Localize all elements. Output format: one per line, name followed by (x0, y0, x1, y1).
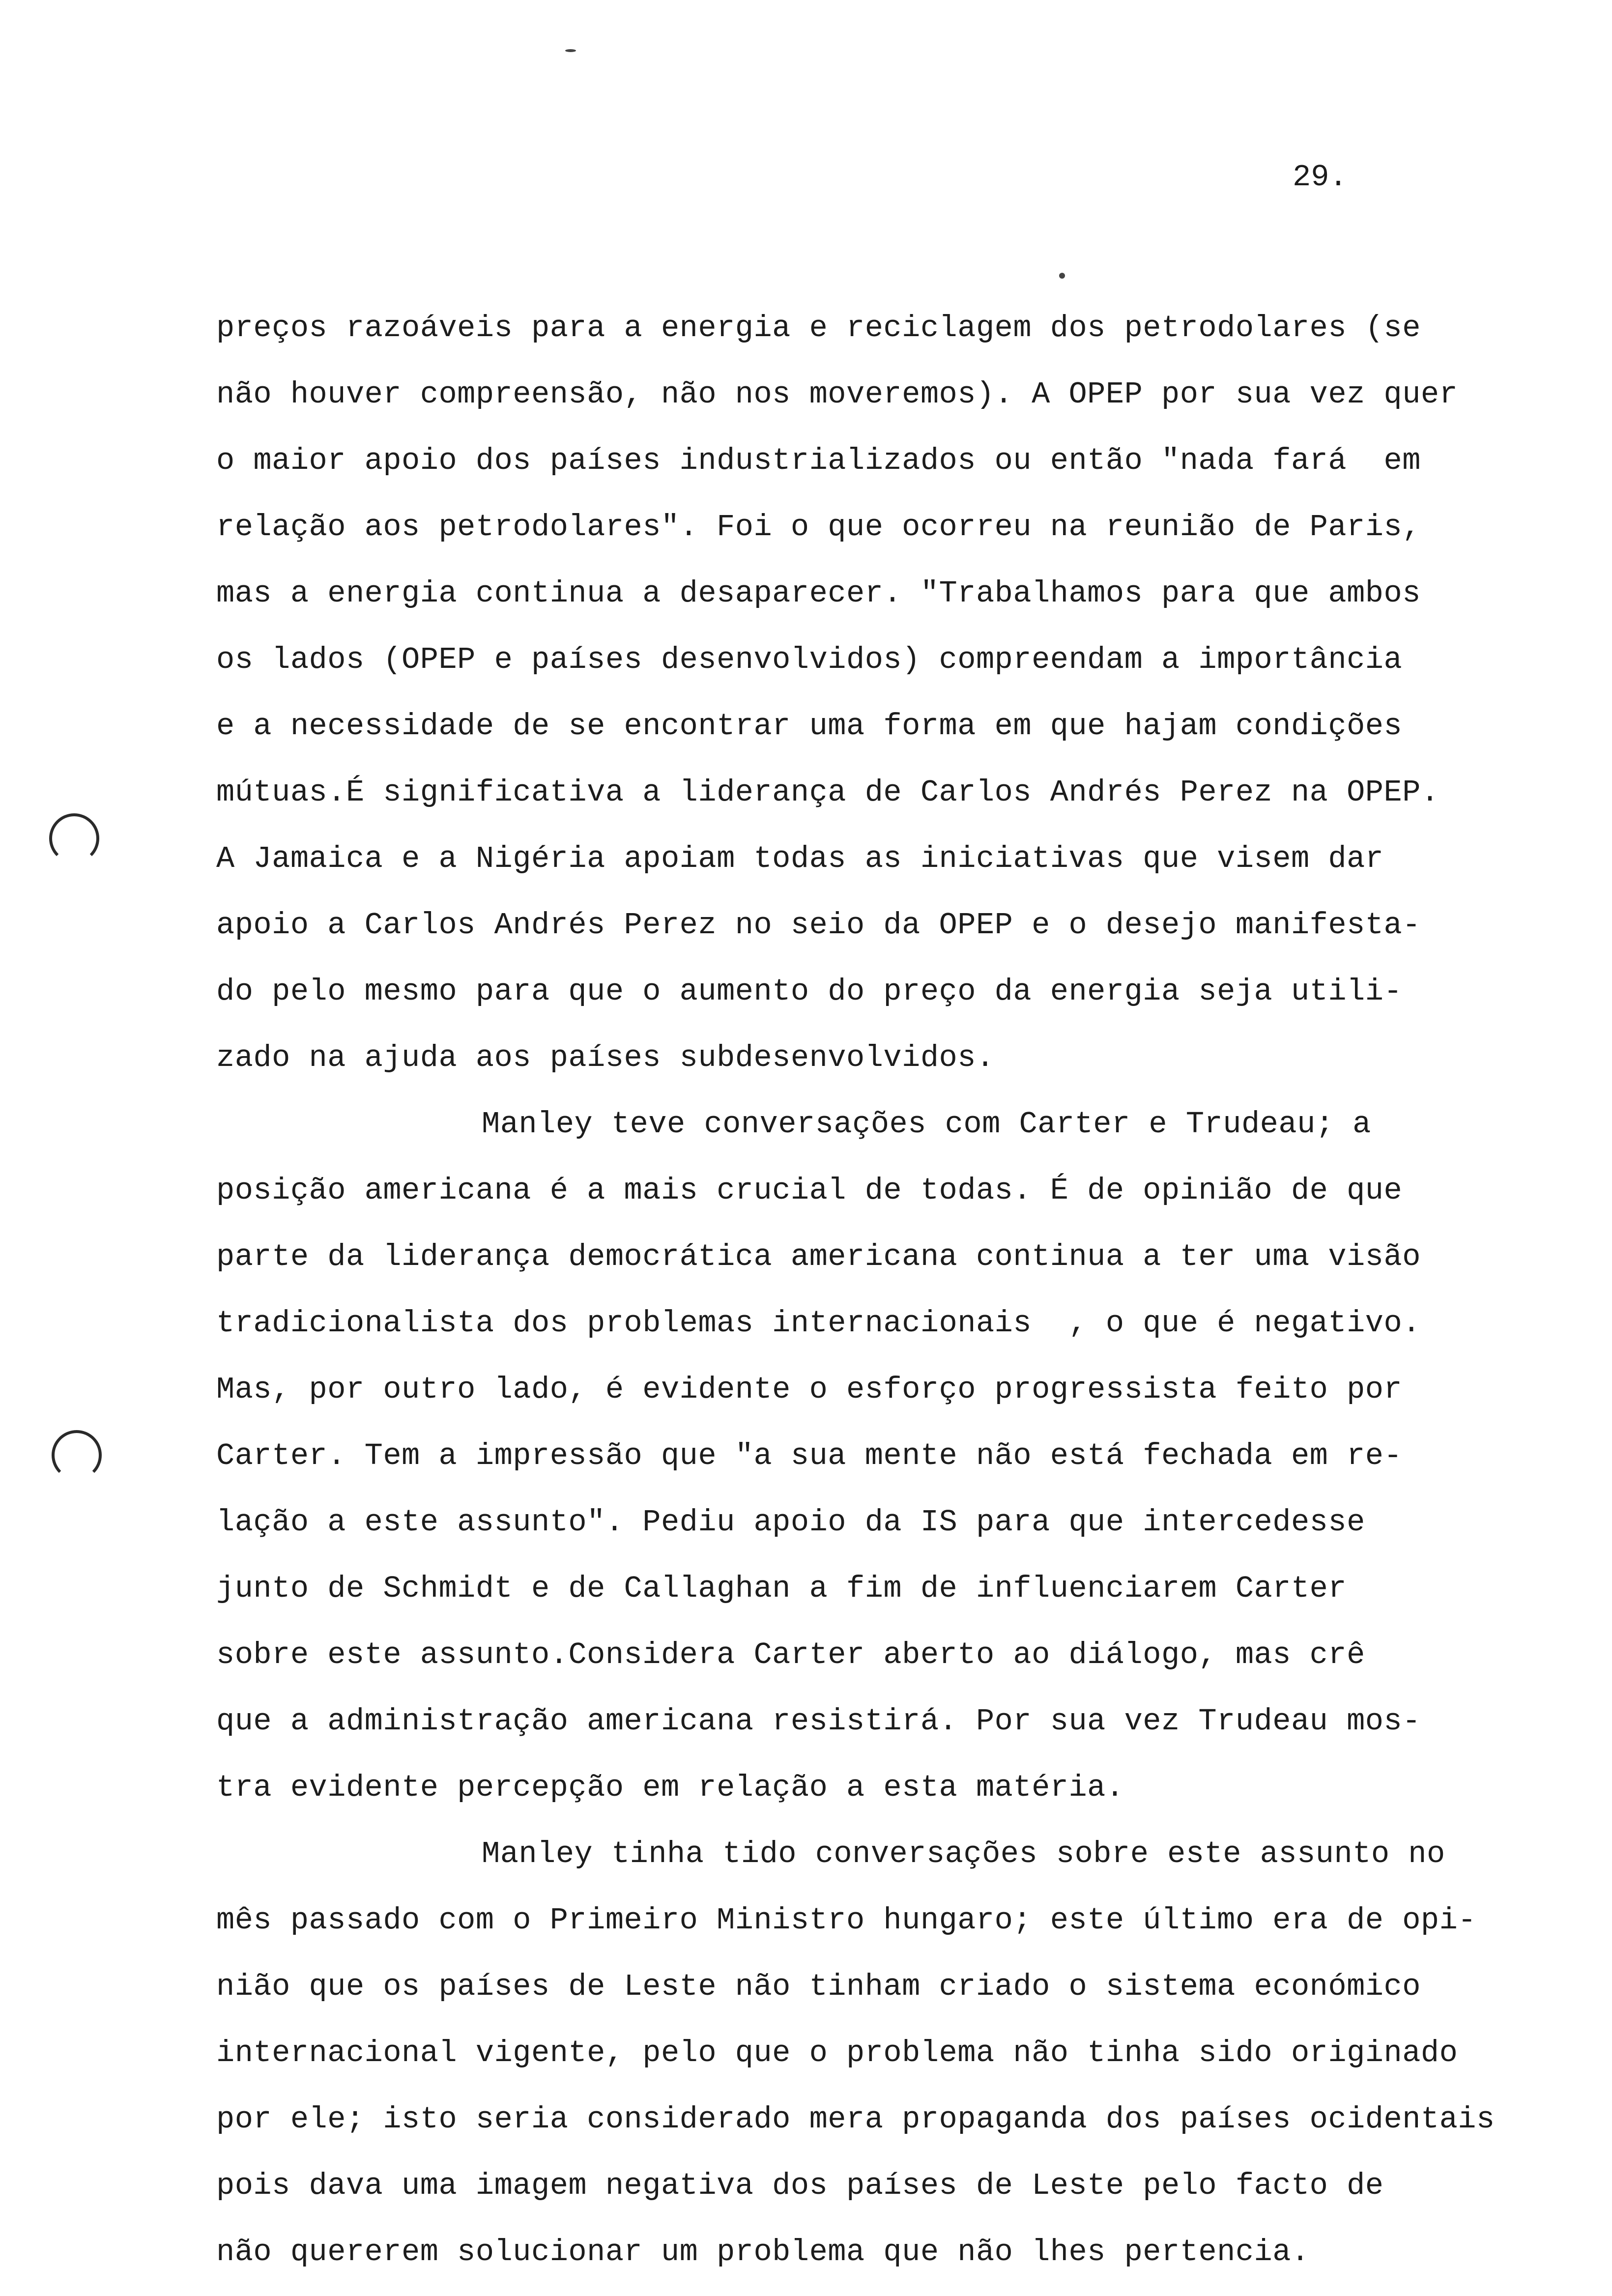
text-line: A Jamaica e a Nigéria apoiam todas as iniciativas que visem dar (216, 841, 1384, 876)
text-line: por ele; isto seria considerado mera propaganda dos países ocidentais (216, 2102, 1495, 2137)
body-text (216, 295, 1592, 2285)
text-line: do pelo mesmo para que o aumento do preço da energia seja utili- (216, 974, 1403, 1009)
text-line: não houver compreensão, não nos moveremos). A OPEP por sua vez quer (216, 377, 1458, 412)
scan-speck (565, 49, 576, 52)
text-line: lação a este assunto". Pediu apoio da IS para que intercedesse (216, 1505, 1365, 1540)
text-line: mês passado com o Primeiro Ministro hungaro; este último era de opi- (216, 1903, 1477, 1938)
text-line: Manley teve conversações com Carter e Trudeau; a (482, 1107, 1371, 1142)
text-line: junto de Schmidt e de Callaghan a fim de influenciarem Carter (216, 1571, 1347, 1606)
scan-speck (1059, 273, 1065, 279)
text-line: mas a energia continua a desaparecer. "Trabalhamos para que ambos (216, 576, 1421, 611)
text-line: os lados (OPEP e países desenvolvidos) compreendam a importância (216, 642, 1403, 677)
punch-hole-mark-bottom (52, 1430, 102, 1480)
text-line: apoio a Carlos Andrés Perez no seio da OPEP e o desejo manifesta- (216, 908, 1421, 943)
text-line: nião que os países de Leste não tinham criado o sistema económico (216, 1969, 1421, 2004)
text-line: e a necessidade de se encontrar uma forma em que hajam condições (216, 709, 1403, 744)
text-line: o maior apoio dos países industrializados ou então "nada fará em (216, 443, 1421, 478)
text-line: Manley tinha tido conversações sobre este assunto no (482, 1837, 1445, 1871)
text-line: internacional vigente, pelo que o problema não tinha sido originado (216, 2036, 1458, 2070)
text-line: tradicionalista dos problemas internacionais , o que é negativo. (216, 1306, 1421, 1341)
text-line: sobre este assunto.Considera Carter aberto ao diálogo, mas crê (216, 1637, 1365, 1672)
paragraph (216, 1821, 1592, 2285)
paragraph (216, 295, 1592, 1091)
text-line: não quererem solucionar um problema que não lhes pertencia. (216, 2235, 1310, 2269)
text-line: tra evidente percepção em relação a esta matéria. (216, 1770, 1124, 1805)
text-line: Mas, por outro lado, é evidente o esforço progressista feito por (216, 1372, 1403, 1407)
text-line: Carter. Tem a impressão que "a sua mente não está fechada em re- (216, 1438, 1403, 1473)
paragraph (216, 1091, 1592, 1821)
text-line: mútuas.É significativa a liderança de Carlos Andrés Perez na OPEP. (216, 775, 1439, 810)
text-line: que a administração americana resistirá. Por sua vez Trudeau mos- (216, 1704, 1421, 1739)
text-line: preços razoáveis para a energia e reciclagem dos petrodolares (se (216, 311, 1421, 345)
punch-hole-mark-top (49, 813, 99, 863)
page-number: 29. (1293, 160, 1348, 195)
text-line: parte da liderança democrática americana continua a ter uma visão (216, 1239, 1421, 1274)
text-line: posição americana é a mais crucial de todas. É de opinião de que (216, 1173, 1403, 1208)
text-line: zado na ajuda aos países subdesenvolvidos. (216, 1040, 995, 1075)
text-line: relação aos petrodolares". Foi o que ocorreu na reunião de Paris, (216, 510, 1421, 545)
text-line: pois dava uma imagem negativa dos países de Leste pelo facto de (216, 2168, 1384, 2203)
